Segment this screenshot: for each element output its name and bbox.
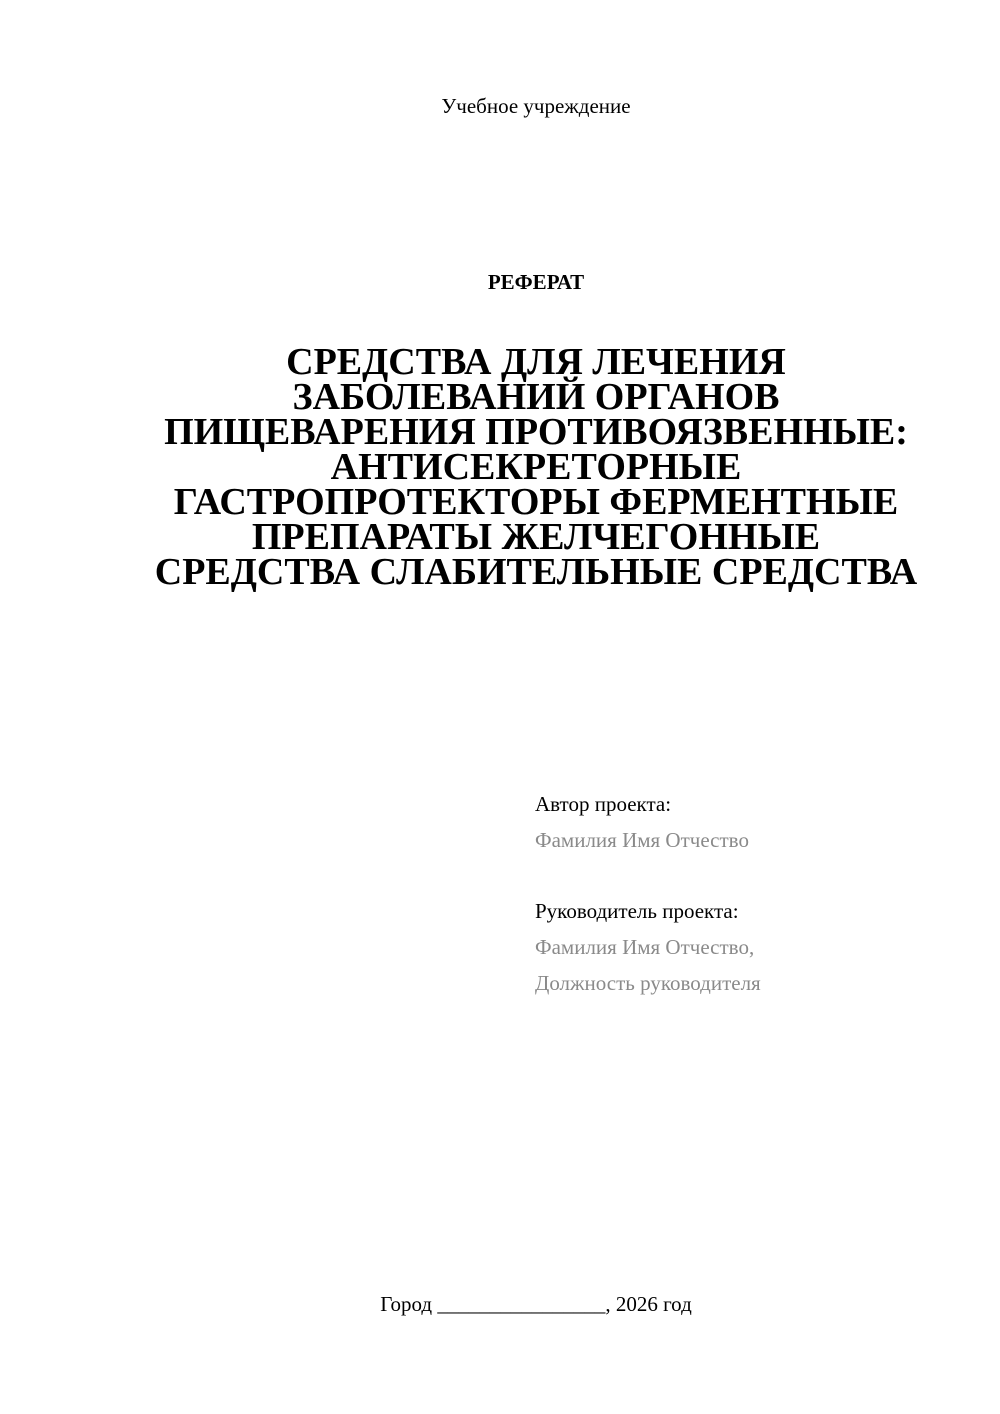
city-year-line: Город ________________, 2026 год — [380, 1292, 692, 1316]
supervisor-position: Должность руководителя — [535, 971, 761, 995]
supervisor-label: Руководитель проекта: — [535, 899, 739, 923]
supervisor-name: Фамилия Имя Отчество, — [535, 935, 755, 959]
author-block — [535, 786, 955, 858]
author-label: Автор проекта: — [535, 792, 672, 816]
document-title — [140, 341, 932, 593]
title-line: ЗАБОЛЕВАНИЙ ОРГАНОВ — [292, 376, 780, 418]
title-line: АНТИСЕКРЕТОРНЫЕ — [330, 446, 742, 488]
author-name: Фамилия Имя Отчество — [535, 828, 749, 852]
institution-name: Учебное учреждение — [441, 94, 631, 118]
title-line: ПИЩЕВАРЕНИЯ ПРОТИВОЯЗВЕННЫЕ: — [164, 411, 908, 453]
title-line: ПРЕПАРАТЫ ЖЕЛЧЕГОННЫЕ — [251, 516, 821, 558]
title-line: ГАСТРОПРОТЕКТОРЫ ФЕРМЕНТНЫЕ — [173, 481, 899, 523]
supervisor-block — [535, 893, 955, 1001]
document-type: РЕФЕРАТ — [487, 270, 585, 294]
title-line: СРЕДСТВА СЛАБИТЕЛЬНЫЕ СРЕДСТВА — [154, 551, 918, 593]
title-line: СРЕДСТВА ДЛЯ ЛЕЧЕНИЯ — [286, 341, 786, 383]
